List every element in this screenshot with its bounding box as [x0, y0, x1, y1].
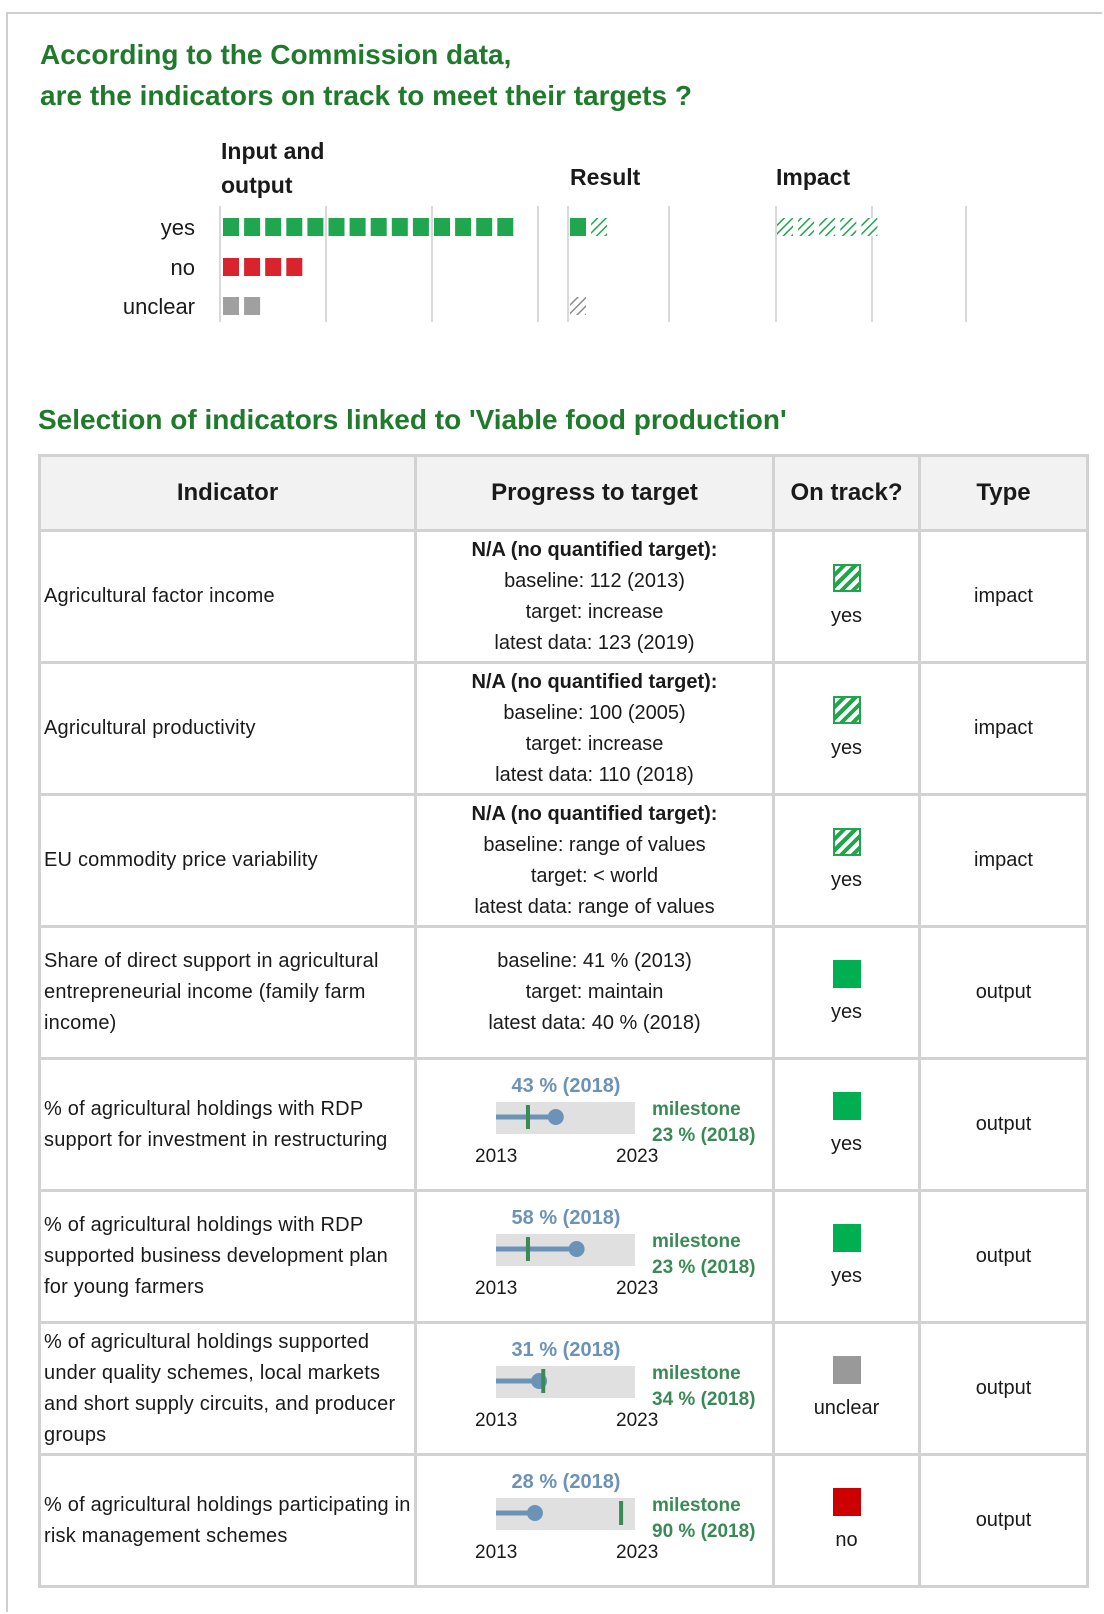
on-track-label: yes	[830, 1264, 863, 1287]
progress-line: latest data: 40 % (2018)	[488, 1012, 701, 1034]
progress-line: latest data: 110 (2018)	[495, 763, 694, 786]
unit-mark	[455, 218, 471, 236]
value-label: 31 % (2018)	[511, 1338, 620, 1361]
unit-mark	[265, 258, 281, 276]
type-cell: output	[920, 927, 1088, 1059]
indicator-cell: EU commodity price variability	[40, 795, 416, 927]
unit-mark	[371, 218, 387, 236]
unit-mark-hatched	[861, 218, 877, 236]
milestone-label: 90 % (2018)	[651, 1520, 756, 1542]
on-track-cell	[774, 663, 920, 795]
unit-mark	[329, 218, 345, 236]
progress-line: latest data: 123 (2019)	[494, 631, 695, 654]
table-title: Selection of indicators linked to 'Viable food production'	[38, 404, 787, 435]
panel-title: Impact	[776, 164, 851, 190]
progress-line: baseline: 112 (2013)	[504, 569, 685, 592]
on-track-label: yes	[830, 604, 863, 627]
progress-line: baseline: 100 (2005)	[503, 701, 686, 724]
table-row	[40, 1059, 1088, 1191]
progress-line: N/A (no quantified target):	[471, 670, 718, 693]
progress-chart	[430, 1070, 760, 1180]
on-track-label: yes	[830, 736, 863, 759]
indicator-cell: Agricultural productivity	[40, 663, 416, 795]
indicator-cell: % of agricultural holdings participating in risk management schemes	[40, 1455, 416, 1587]
unit-mark-hatched	[777, 218, 793, 236]
panel-title: output	[221, 172, 293, 198]
progress-line: target: maintain	[525, 981, 664, 1003]
unit-mark	[476, 218, 492, 236]
unit-mark-hatched	[591, 218, 607, 236]
on-track-cell	[774, 1323, 920, 1455]
on-track-label: yes	[830, 868, 863, 891]
type-cell: impact	[920, 531, 1088, 663]
category-label: yes	[160, 215, 195, 240]
table-row	[40, 927, 1088, 1059]
table-row	[40, 795, 1088, 927]
status-square	[833, 828, 861, 856]
progress-cell	[416, 927, 774, 1059]
milestone-label: 23 % (2018)	[651, 1256, 756, 1278]
unit-mark	[286, 258, 302, 276]
panel-title: Input and	[221, 138, 325, 164]
unit-mark-hatched	[840, 218, 856, 236]
type-cell: impact	[920, 663, 1088, 795]
on-track-label: unclear	[813, 1396, 880, 1419]
column-header: Type	[920, 456, 1088, 531]
indicator-cell: Share of direct support in agricultural entrepreneurial income (family farm income)	[40, 927, 416, 1059]
table-row	[40, 1323, 1088, 1455]
table-row	[40, 1191, 1088, 1323]
indicator-cell: % of agricultural holdings with RDP supported business development plan for young farmers	[40, 1191, 416, 1323]
progress-line: N/A (no quantified target):	[471, 538, 718, 561]
type-cell: output	[920, 1323, 1088, 1455]
table-header-row	[40, 456, 1088, 531]
type-cell: output	[920, 1059, 1088, 1191]
unit-mark	[307, 218, 323, 236]
axis-start-year: 2013	[474, 1277, 517, 1299]
unit-mark-hatched	[798, 218, 814, 236]
unit-mark	[286, 218, 302, 236]
milestone-label: 34 % (2018)	[651, 1388, 756, 1410]
axis-start-year: 2013	[474, 1145, 517, 1167]
summary-chart	[0, 0, 1104, 340]
progress-cell	[416, 1191, 774, 1323]
status-square	[833, 564, 861, 592]
progress-line: target: increase	[525, 600, 664, 623]
axis-start-year: 2013	[474, 1409, 517, 1431]
milestone-word: milestone	[651, 1098, 741, 1120]
progress-cell	[416, 531, 774, 663]
status-square	[833, 960, 861, 988]
on-track-cell	[774, 1059, 920, 1191]
type-cell: output	[920, 1455, 1088, 1587]
unit-mark	[244, 297, 260, 315]
column-header: Progress to target	[416, 456, 774, 531]
progress-cell	[416, 663, 774, 795]
indicator-cell: % of agricultural holdings supported under quality schemes, local markets and short supply circuits, and producer groups	[40, 1323, 416, 1455]
unit-mark	[265, 218, 281, 236]
status-square	[833, 1488, 861, 1516]
on-track-label: no	[835, 1528, 858, 1551]
on-track-label: yes	[830, 1132, 863, 1155]
status-square	[833, 1224, 861, 1252]
unit-mark	[223, 258, 239, 276]
unit-mark-hatched	[570, 297, 586, 315]
category-label: no	[170, 255, 195, 280]
unit-mark	[570, 218, 586, 236]
unit-mark	[434, 218, 450, 236]
on-track-label: yes	[830, 1000, 863, 1023]
milestone-word: milestone	[651, 1494, 741, 1516]
status-square	[833, 1356, 861, 1384]
unit-mark	[244, 218, 260, 236]
unit-mark	[223, 218, 239, 236]
progress-cell	[416, 795, 774, 927]
unit-mark	[244, 258, 260, 276]
progress-cell	[416, 1323, 774, 1455]
unit-mark-hatched	[819, 218, 835, 236]
on-track-cell	[774, 531, 920, 663]
progress-cell	[416, 1059, 774, 1191]
progress-cell	[416, 1455, 774, 1587]
unit-mark	[350, 218, 366, 236]
type-cell: output	[920, 1191, 1088, 1323]
indicator-cell: Agricultural factor income	[40, 531, 416, 663]
progress-value-dot	[526, 1505, 542, 1521]
column-header: On track?	[774, 456, 920, 531]
on-track-cell	[774, 927, 920, 1059]
on-track-cell	[774, 1191, 920, 1323]
indicator-table	[38, 454, 1089, 1588]
unit-mark	[413, 218, 429, 236]
milestone-label: 23 % (2018)	[651, 1124, 756, 1146]
type-cell: impact	[920, 795, 1088, 927]
axis-start-year: 2013	[474, 1541, 517, 1563]
value-label: 58 % (2018)	[511, 1206, 620, 1229]
unit-mark	[223, 297, 239, 315]
value-label: 43 % (2018)	[511, 1074, 620, 1097]
unit-mark	[497, 218, 513, 236]
axis-end-year: 2023	[615, 1409, 658, 1431]
progress-line: baseline: range of values	[483, 833, 706, 856]
table-row	[40, 531, 1088, 663]
axis-end-year: 2023	[615, 1145, 658, 1167]
status-square	[833, 696, 861, 724]
progress-chart	[430, 1334, 760, 1444]
progress-line: target: increase	[525, 732, 664, 755]
on-track-cell	[774, 1455, 920, 1587]
category-label: unclear	[122, 294, 195, 319]
progress-line: N/A (no quantified target):	[471, 802, 718, 825]
table-row	[40, 1455, 1088, 1587]
on-track-cell	[774, 795, 920, 927]
axis-end-year: 2023	[615, 1277, 658, 1299]
unit-mark	[392, 218, 408, 236]
progress-line: latest data: range of values	[474, 895, 715, 918]
panel-title: Result	[570, 164, 641, 190]
progress-chart	[430, 1466, 760, 1576]
indicator-cell: % of agricultural holdings with RDP support for investment in restructuring	[40, 1059, 416, 1191]
status-square	[833, 1092, 861, 1120]
milestone-word: milestone	[651, 1230, 741, 1252]
page-title: According to the Commission data, are the indicators on track to meet their targets ?	[40, 39, 692, 111]
table-row	[40, 663, 1088, 795]
progress-chart	[430, 1202, 760, 1312]
progress-line: baseline: 41 % (2013)	[497, 950, 692, 972]
axis-end-year: 2023	[615, 1541, 658, 1563]
column-header: Indicator	[40, 456, 416, 531]
progress-value-dot	[547, 1109, 563, 1125]
value-label: 28 % (2018)	[511, 1470, 620, 1493]
milestone-word: milestone	[651, 1362, 741, 1384]
progress-value-dot	[568, 1241, 584, 1257]
progress-line: target: < world	[530, 864, 659, 887]
